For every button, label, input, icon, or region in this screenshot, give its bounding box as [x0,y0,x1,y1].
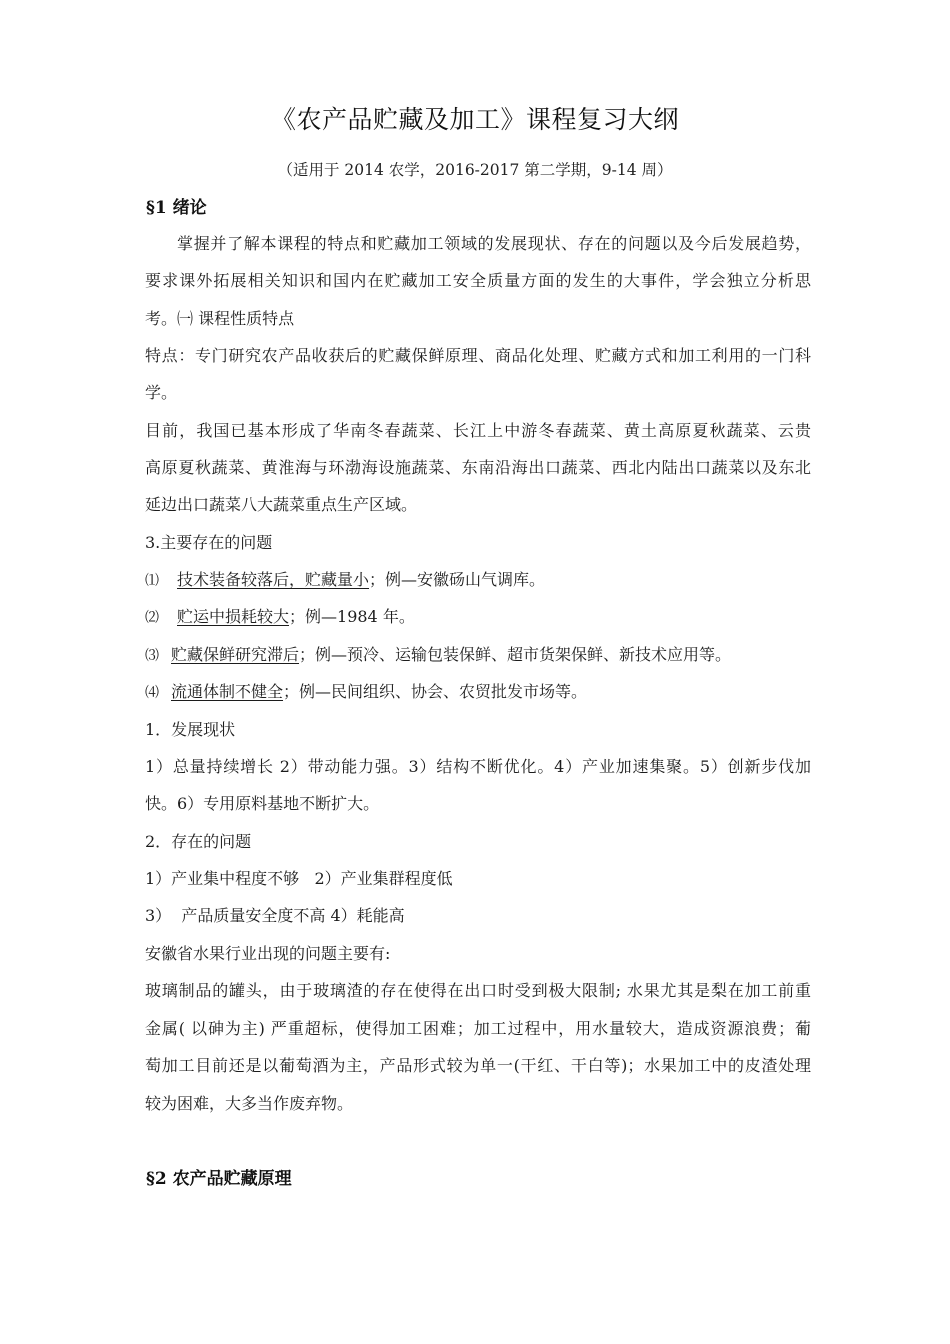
paragraph-line: 3） 产品质量安全度不高 4）耗能高 [145,906,405,925]
paragraph-line: 高原夏秋蔬菜、黄淮海与环渤海设施蔬菜、东南沿海出口蔬菜、西北内陆出口蔬菜以及东北 [145,458,811,477]
list-item [145,644,811,667]
paragraph-line: 学。 [145,383,178,402]
subheading-issues: 2．存在的问题 [145,832,252,851]
paragraph-line: 金属( 以砷为主) 严重超标，使得加工困难；加工过程中，用水量较大，造成资源浪费；葡 [145,1019,811,1038]
list-item [145,569,811,592]
paragraph-line: 较为困难，大多当作废弃物。 [145,1094,354,1113]
list-number: ⑴ [145,573,159,589]
underlined-key: 贮运中损耗较大 [177,607,290,626]
paragraph-line: 特点：专门研究农产品收获后的贮藏保鲜原理、商品化处理、贮藏方式和加工利用的一门科 [145,346,811,365]
list-number: ⑵ [145,610,159,626]
underlined-key: 流通体制不健全 [171,682,284,701]
paragraph-line: 要求课外拓展相关知识和国内在贮藏加工安全质量方面的发生的大事件，学会独立分析思 [145,271,811,290]
section-heading-2: §2 农产品贮藏原理 [146,1169,292,1189]
paragraph-line: 延边出口蔬菜八大蔬菜重点生产区域。 [145,495,418,514]
paragraph-line: 1）总量持续增长 2）带动能力强。3）结构不断优化。4）产业加速集聚。5）创新步伐加 [145,757,811,776]
paragraph-line: 掌握并了解本课程的特点和贮藏加工领域的发展现状、存在的问题以及今后发展趋势， [177,234,811,253]
subheading-problems: 3.主要存在的问题 [145,533,273,552]
list-item [145,681,811,704]
paragraph-line: 考。㈠ 课程性质特点 [145,309,295,328]
list-item [145,606,811,629]
underlined-key: 贮藏保鲜研究滞后 [171,645,300,664]
paragraph-line: 目前，我国已基本形成了华南冬春蔬菜、长江上中游冬春蔬菜、黄土高原夏秋蔬菜、云贵 [145,421,811,440]
paragraph-line: 玻璃制品的罐头，由于玻璃渣的存在使得在出口时受到极大限制; 水果尤其是梨在加工前重 [145,981,811,1000]
paragraph-line: 快。6）专用原料基地不断扩大。 [145,794,380,813]
list-text: ；例—1984 年。 [289,607,415,626]
underlined-key: 技术装备较落后，贮藏量小 [177,570,370,589]
list-text: ；例—安徽砀山气调库。 [369,570,546,589]
subheading-status: 1．发展现状 [145,720,236,739]
paragraph-line: 1）产业集中程度不够 2）产业集群程度低 [145,869,453,888]
paragraph-line: 萄加工目前还是以葡萄酒为主，产品形式较为单一(干红、干白等)；水果加工中的皮渣处理 [145,1056,811,1075]
subheading-anhui: 安徽省水果行业出现的问题主要有: [145,944,391,963]
document-subtitle: （适用于 2014 农学，2016-2017 第二学期，9-14 周） [277,161,673,179]
list-number: ⑶ [145,648,159,664]
document-title: 《农产品贮藏及加工》课程复习大纲 [270,105,679,134]
section-heading-1: §1 绪论 [146,198,207,218]
list-text: ；例—预冷、运输包装保鲜、超市货架保鲜、新技术应用等。 [299,645,732,664]
list-text: ；例—民间组织、协会、农贸批发市场等。 [283,682,588,701]
list-number: ⑷ [145,685,159,701]
